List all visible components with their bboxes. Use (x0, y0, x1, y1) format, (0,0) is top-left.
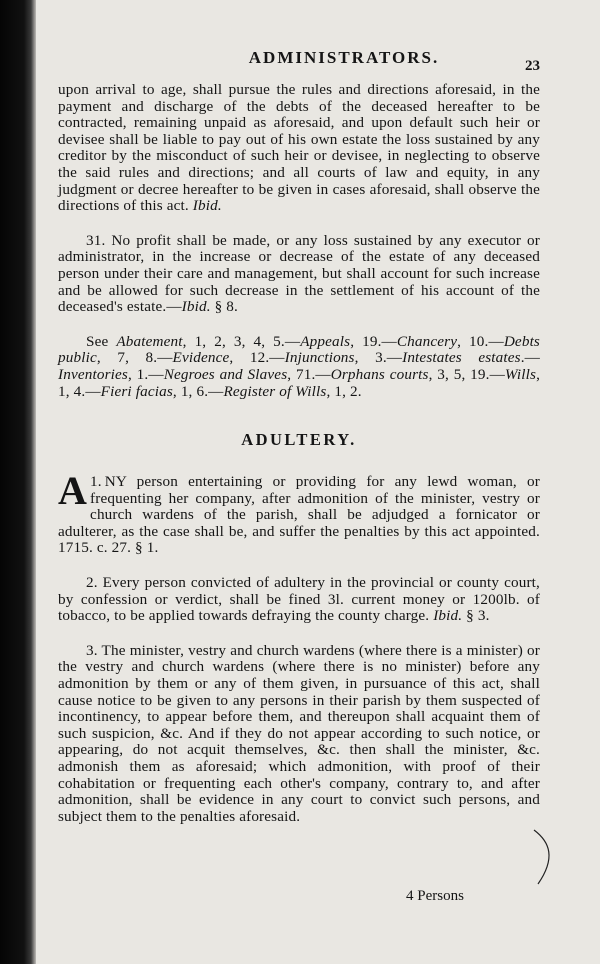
section-heading: ADULTERY. (241, 430, 357, 450)
paragraph-text: upon arrival to age, shall pursue the rules and directions aforesaid, in the payment and discharge of the debts of the deceased hereafter to be contracted, remaining unpaid as aforesaid, and upon default such heir or devisee shall be liable to pay out of his own estate the loss sustained by any creditor by the misconduct of such heir or devisee, in neglecting to observe the said rules and directions; and all courts of law and equity, in any judgment or decree hereafter to be given in cases aforesaid, shall observe the directions of this act. (58, 81, 540, 215)
running-title: ADMINISTRATORS. (248, 48, 440, 67)
citation: Ibid. (192, 197, 222, 215)
ref-numbers: , 1, 6.— (172, 382, 224, 400)
ref-title: Intestates estates (402, 349, 521, 367)
see-also-references (58, 334, 540, 400)
margin-pen-mark (532, 828, 558, 888)
ref-title: Orphans courts (330, 365, 429, 383)
ref-numbers: , 71.— (287, 365, 331, 383)
ref-title: Debts public (58, 332, 540, 367)
ref-title: Wills (504, 365, 537, 383)
ref-numbers: , 3, 5, 19.— (428, 365, 505, 383)
drop-cap: A (58, 468, 88, 514)
ref-title: Fieri facias (100, 382, 173, 400)
catchword: 4 Persons (406, 888, 464, 904)
paragraph-adultery-1 (58, 468, 540, 557)
paragraph-text: 3. The minister, vestry and church wardens (where there is a minister) or the vestry and church wardens (where there is no minister) before any admonition by them or any of them given, in pursuance of this act, shall cause notice to be given to any persons in their parish by them suspected of incontinency, to appear before them, and thereupon shall acquaint them of such suspicion, &c. And if they do not appear according to such notice, or appearing, do not acquit themselves, &c. then shall the minister, &c. admonish them as aforesaid; which admonition, with proof of their cohabitation or frequenting each other's company, contrary to, and after admonition, shall be evidence in any court to convict such persons, and subject them to the penalties aforesaid. (58, 641, 540, 825)
ref-title: Inventories (58, 365, 128, 383)
ref-numbers: , 1, 2, 3, 4, 5.— (182, 332, 301, 350)
running-head (58, 48, 540, 82)
ref-numbers: , 10.— (457, 332, 504, 350)
paragraph-text: NY person entertaining or providing for any lewd woman, or frequenting her company, after admonition of the minister, vestry or church wardens of the parish, shall be adjudged a fornicator or adulterer, as the case shall be, and suffer the penalties by this act appointed. 1715. c. 27. § 1. (58, 473, 540, 557)
see-intro: See (86, 332, 117, 350)
section-ref: § 3. (462, 607, 490, 625)
ref-title: Evidence (172, 349, 230, 367)
paragraph-continued (58, 82, 540, 215)
ref-numbers: , 12.— (229, 349, 285, 367)
ref-numbers: , 3.— (354, 349, 403, 367)
ref-numbers: , 7, 8.— (96, 349, 173, 367)
ref-title: Appeals (300, 332, 351, 350)
citation: Ibid. (181, 298, 211, 316)
ref-title: Register of Wills (223, 382, 327, 400)
page-content (58, 48, 540, 825)
ref-numbers: , 19.— (350, 332, 397, 350)
ref-numbers: .— (520, 349, 540, 367)
citation: Ibid. (433, 607, 463, 625)
page-number: 23 (525, 58, 540, 74)
paragraph-text: 2. Every person convicted of adultery in the provincial or county court, by confession or verdict, shall be fined 3l. current money or 1200lb. of tobacco, to be applied towards defraying the county charge. (58, 574, 540, 625)
ref-numbers: , 1, 2. (326, 382, 362, 400)
ref-title: Chancery (396, 332, 458, 350)
ref-numbers: , 1.— (127, 365, 164, 383)
paragraph-adultery-2 (58, 575, 540, 625)
paragraph-adultery-3 (58, 643, 540, 826)
ref-numbers: , 1, 4.— (58, 365, 541, 400)
ref-title: Negroes and Slaves (163, 365, 288, 383)
ref-title: Abatement (116, 332, 183, 350)
paragraph-text: 31. No profit shall be made, or any loss sustained by any executor or administrator, in the increase or decrease of the estate of any deceased person under their care and management, but shall account for such increase and be allowed for such decrease in the settlement of his account of the deceased's estate.— (58, 231, 540, 316)
paragraph-31 (58, 233, 540, 316)
binding-gutter (0, 0, 36, 964)
paragraph-number: 1. (90, 473, 102, 491)
ref-title: Injunctions (284, 349, 355, 367)
section-ref: § 8. (210, 298, 238, 316)
